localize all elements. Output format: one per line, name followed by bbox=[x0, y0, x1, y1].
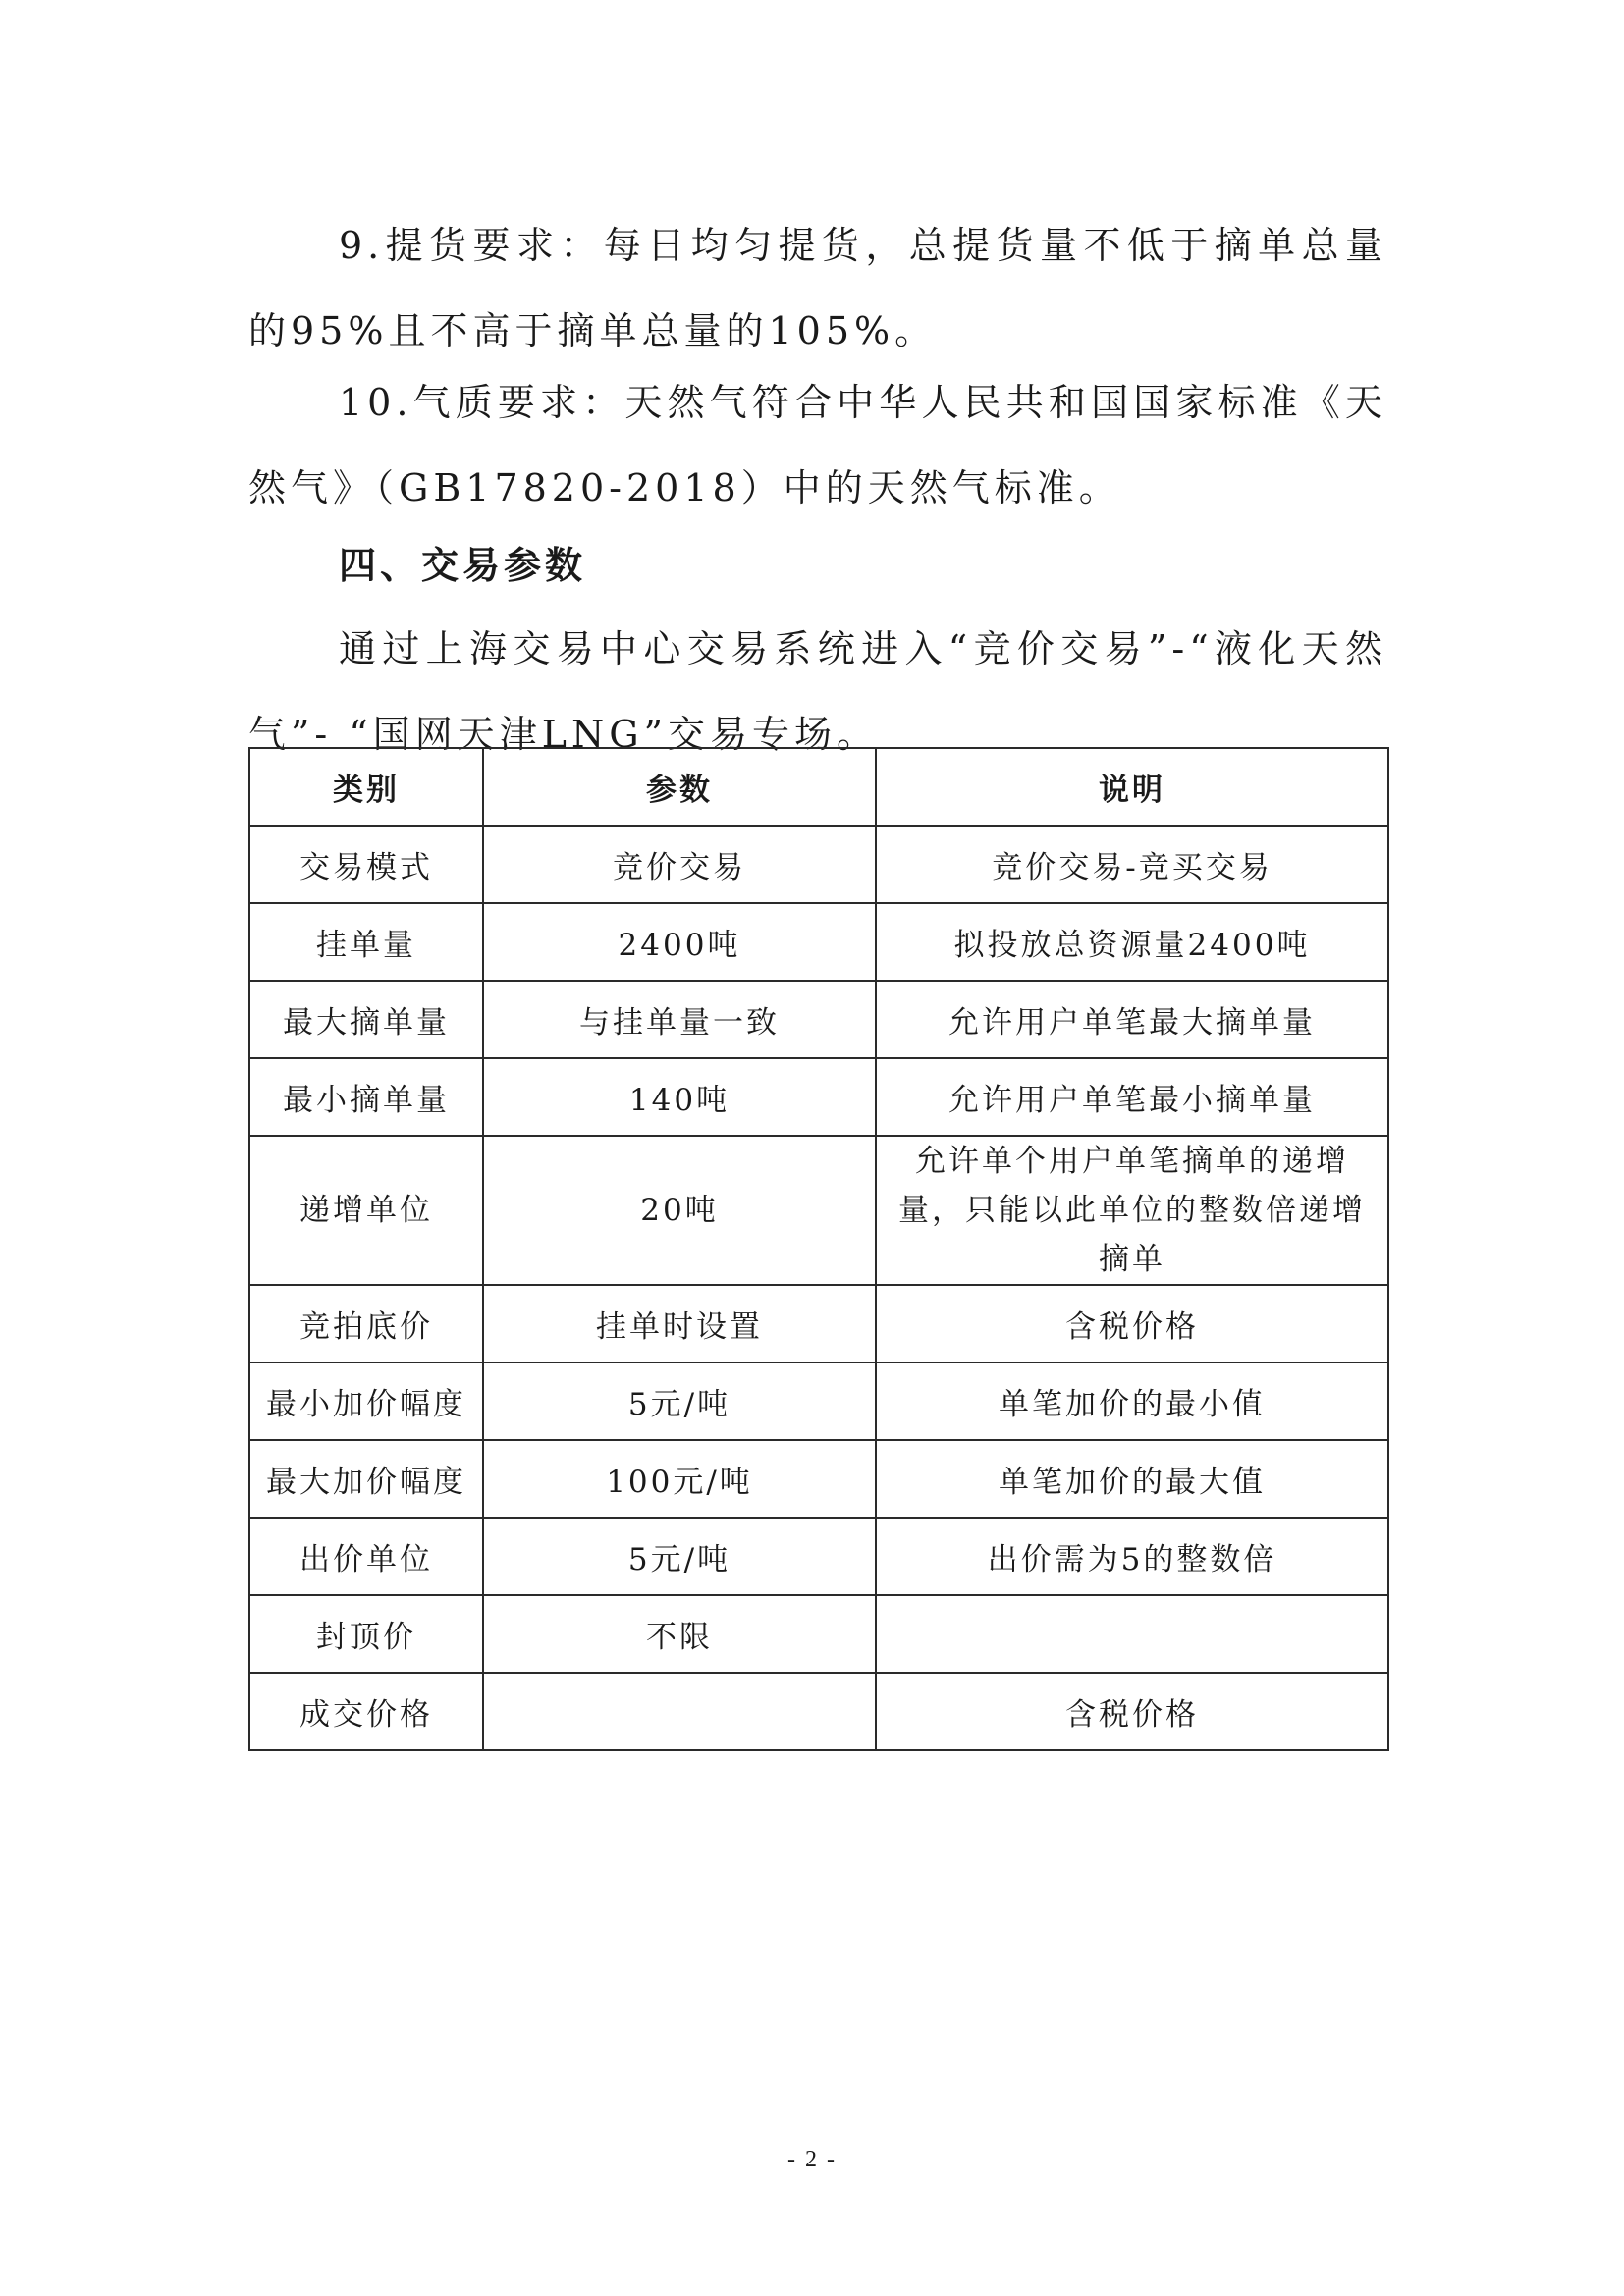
cell-description: 含税价格 bbox=[876, 1673, 1388, 1750]
cell-parameter: 5元/吨 bbox=[483, 1362, 876, 1440]
cell-category: 最大摘单量 bbox=[249, 981, 483, 1058]
cell-category: 最大加价幅度 bbox=[249, 1440, 483, 1518]
table-row bbox=[249, 1136, 1388, 1285]
table-row bbox=[249, 826, 1388, 903]
paragraph-gas-quality: 10.气质要求：天然气符合中华人民共和国国家标准《天然气》（GB17820-2018）中的天然气标准。 bbox=[248, 381, 1387, 509]
cell-category: 交易模式 bbox=[249, 826, 483, 903]
table-row bbox=[249, 1362, 1388, 1440]
cell-parameter: 不限 bbox=[483, 1595, 876, 1673]
table-row bbox=[249, 1285, 1388, 1362]
cell-description: 允许用户单笔最小摘单量 bbox=[876, 1058, 1388, 1136]
table-row bbox=[249, 1595, 1388, 1673]
section-heading: 四、交易参数 bbox=[339, 544, 587, 587]
cell-description: 允许用户单笔最大摘单量 bbox=[876, 981, 1388, 1058]
cell-category: 递增单位 bbox=[249, 1136, 483, 1285]
cell-category: 挂单量 bbox=[249, 903, 483, 981]
cell-parameter: 100元/吨 bbox=[483, 1440, 876, 1518]
table-row bbox=[249, 1518, 1388, 1595]
cell-category: 出价单位 bbox=[249, 1518, 483, 1595]
cell-description: 出价需为5的整数倍 bbox=[876, 1518, 1388, 1595]
paragraph-pickup-requirement: 9.提货要求：每日均匀提货，总提货量不低于摘单总量的95%且不高于摘单总量的105%。 bbox=[248, 224, 1387, 352]
table-header-row bbox=[249, 748, 1388, 826]
table-row bbox=[249, 1440, 1388, 1518]
cell-category: 最小加价幅度 bbox=[249, 1362, 483, 1440]
table-row bbox=[249, 1058, 1388, 1136]
cell-parameter: 与挂单量一致 bbox=[483, 981, 876, 1058]
page-number: - 2 - bbox=[787, 2147, 837, 2172]
cell-category: 最小摘单量 bbox=[249, 1058, 483, 1136]
trade-parameters-table bbox=[248, 747, 1389, 1751]
cell-description: 允许单个用户单笔摘单的递增量，只能以此单位的整数倍递增摘单 bbox=[876, 1136, 1388, 1285]
cell-parameter: 140吨 bbox=[483, 1058, 876, 1136]
cell-parameter: 20吨 bbox=[483, 1136, 876, 1285]
cell-parameter: 2400吨 bbox=[483, 903, 876, 981]
header-description: 说明 bbox=[876, 748, 1388, 826]
table-row bbox=[249, 903, 1388, 981]
cell-parameter bbox=[483, 1673, 876, 1750]
cell-category: 竞拍底价 bbox=[249, 1285, 483, 1362]
paragraph-intro: 通过上海交易中心交易系统进入“竞价交易”-“液化天然气”- “国网天津LNG”交易专场。 bbox=[248, 627, 1387, 756]
cell-description: 单笔加价的最小值 bbox=[876, 1362, 1388, 1440]
cell-category: 封顶价 bbox=[249, 1595, 483, 1673]
cell-description bbox=[876, 1595, 1388, 1673]
table-row bbox=[249, 1673, 1388, 1750]
cell-parameter: 竞价交易 bbox=[483, 826, 876, 903]
header-parameter: 参数 bbox=[483, 748, 876, 826]
cell-category: 成交价格 bbox=[249, 1673, 483, 1750]
header-category: 类别 bbox=[249, 748, 483, 826]
cell-parameter: 5元/吨 bbox=[483, 1518, 876, 1595]
cell-description: 含税价格 bbox=[876, 1285, 1388, 1362]
cell-description: 竞价交易-竞买交易 bbox=[876, 826, 1388, 903]
table-row bbox=[249, 981, 1388, 1058]
cell-parameter: 挂单时设置 bbox=[483, 1285, 876, 1362]
cell-description: 拟投放总资源量2400吨 bbox=[876, 903, 1388, 981]
cell-description: 单笔加价的最大值 bbox=[876, 1440, 1388, 1518]
